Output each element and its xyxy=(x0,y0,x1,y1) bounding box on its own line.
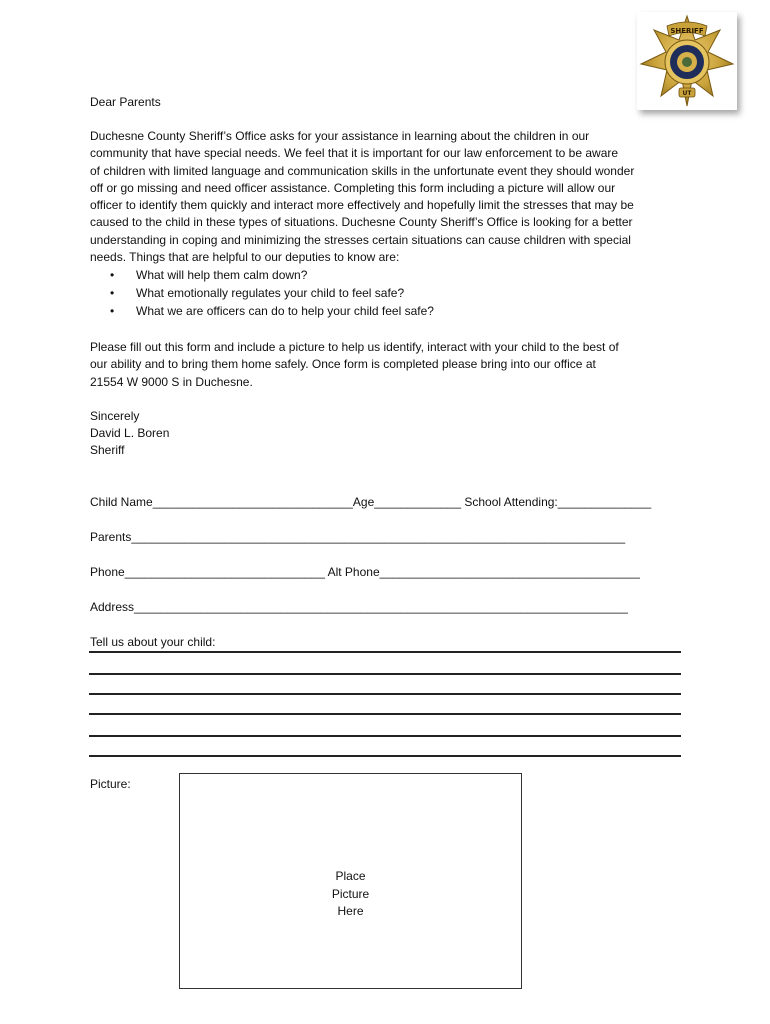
bullet-list xyxy=(110,267,434,320)
greeting: Dear Parents xyxy=(90,95,161,109)
picture-label: Picture: xyxy=(90,777,131,791)
bullet-icon: • xyxy=(110,303,115,318)
list-item: • What emotionally regulates your child to feel safe? xyxy=(110,285,434,303)
sheriff-star-icon xyxy=(637,12,737,110)
closing-line: our ability and to bring them home safely. Once form is completed please bring into our office at xyxy=(90,357,596,372)
body-line: Duchesne County Sheriff’s Office asks for your assistance in learning about the children in our xyxy=(90,129,590,143)
body-line: needs. Things that are helpful to our deputies to know are: xyxy=(90,250,400,265)
address-field[interactable]: Address__________________________________________________________________________ xyxy=(90,600,628,614)
closing-line: Please fill out this form and include a picture to help us identify, interact with your child to the best of xyxy=(90,340,619,354)
closing-paragraph xyxy=(90,339,690,391)
bullet-icon: • xyxy=(110,268,115,282)
answer-line[interactable] xyxy=(89,693,681,695)
answer-line[interactable] xyxy=(89,713,681,715)
closing-line: 21554 W 9000 S in Duchesne. xyxy=(90,374,253,389)
answer-line[interactable] xyxy=(89,651,681,653)
signoff: Sincerely xyxy=(90,409,140,423)
signer-name: David L. Boren xyxy=(90,426,170,440)
picture-box[interactable] xyxy=(179,773,522,989)
tell-us-label: Tell us about your child: xyxy=(90,635,216,649)
body-line: of children with limited language and communication skills in the unfortunate event they should wonder xyxy=(90,163,635,178)
svg-text:SHERIFF: SHERIFF xyxy=(670,27,704,35)
svg-text:UT: UT xyxy=(682,90,692,97)
body-line: understanding in coping and minimizing the stresses certain situations can cause children with special xyxy=(90,232,631,247)
signer-title: Sheriff xyxy=(90,443,125,457)
body-line: officer to identify them quickly and interact more effectively and hopefully limit the stresses that may be xyxy=(90,198,634,213)
list-item: • What we are officers can do to help your child feel safe? xyxy=(110,303,434,321)
body-line: caused to the child in these types of situations. Duchesne County Sheriff’s Office is looking for a better xyxy=(90,215,633,230)
parents-field[interactable]: Parents__________________________________________________________________________ xyxy=(90,530,626,544)
answer-line[interactable] xyxy=(89,673,681,675)
letter-body xyxy=(90,128,690,266)
sheriff-badge-logo xyxy=(637,12,737,110)
bullet-icon: • xyxy=(110,285,115,300)
body-line: community that have special needs. We feel that it is important for our law enforcement to be aware xyxy=(90,146,619,161)
picture-placeholder: Place Picture Here xyxy=(331,869,370,918)
list-item: • What will help them calm down? xyxy=(110,267,434,285)
body-line: off or go missing and need officer assistance. Completing this form including a picture will allow our xyxy=(90,180,616,195)
phone-field[interactable]: Phone______________________________ Alt Phone_______________________________________ xyxy=(90,565,640,579)
answer-line[interactable] xyxy=(89,755,681,757)
answer-line[interactable] xyxy=(89,735,681,737)
child-info-field[interactable]: Child Name______________________________Age_____________ School Attending:______________ xyxy=(90,495,652,509)
